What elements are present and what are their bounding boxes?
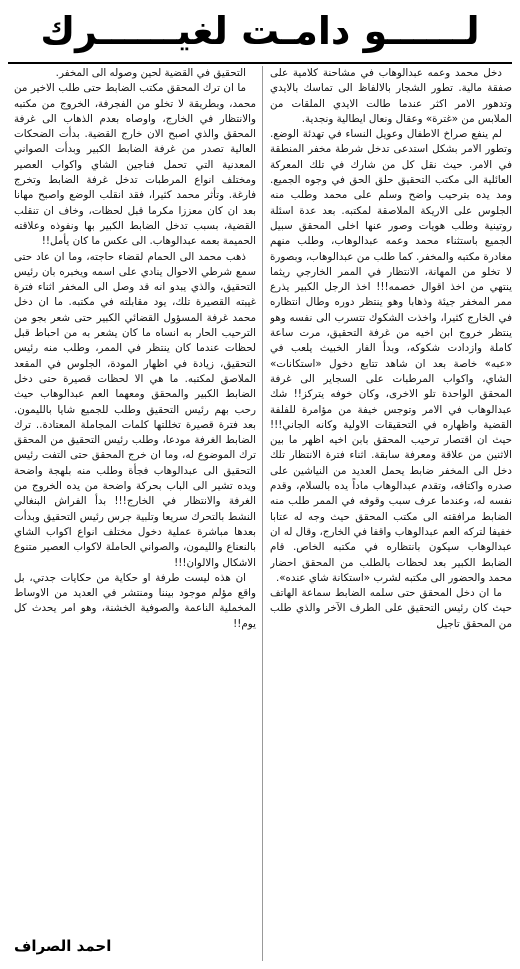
paragraph: دخل محمد وعمه عبدالوهاب في مشاحنة كلامية على صفقة مالية. تطور الشجار بالالفاظ الى تماسك بالايدي وتدهور الامر اكثر عندما طالت الايدي الملقات من الملابس من «غترة» وعقال ونعال ايطالية ونجدية. <box>270 67 512 125</box>
author-byline: احمد الصراف <box>14 937 112 955</box>
paragraph: لم ينفع صراخ الاطفال وعويل النساء في تهدئة الوضع. وتطور الامر بشكل استدعى تدخل شرطة مخفر المنطقة في الامر. حيث نقل كل من شارك في تلك المعركة العائلية الى مكتب التحقيق حلق الحق في وجوه الجميع. ومد يده بترحيب واضح وسلم على محمد وطلب منه الجلوس على الاريكة الملاصقة لمكتبه. بعد عدة اسئلة روتينية وطلب هويات وصور عنها اخلى المحقق سبيل الجميع باستثناء محمد وعمه عبدالوهاب، وطلب منهم مغادرة مكتبه والمخفر. كما طلب من عبدالوهاب، وبصورة لا تخلو من المهانة، الانتظار في الممر الخارجي ريثما ينتهي من اخذ اقوال خصمه!!! اخذ الرجل الكبير يذرع ممر المخفر جيئة وذهابا وهو ينتظر دوره وطال انتظاره في الخارج كثيرا، واخذت الشكوك تتسرب الى نفسه وهو ينتظر خروج ابن اخيه من غرفة التحقيق، مرت ساعة كاملة وازدادت شكوكه، وبدأ الفار الخبيث يلعب في «عبه» خاصة بعد ان شاهد تتابع دخول «استكانات» الشاي، واكواب المرطبات على السجاير الى غرفة المحقق الواحدة تلو الاخرى، وكان خوفه يتركز!! شك عبدالوهاب في الامر وتوجس خيفة من مؤامرة للفلفة القضية واظهاره في التحقيقات الاولية وكانه الجاني!!! حيث ان اقتصار ترحيب المحقق بابن اخيه اظهر ما بين الاثنين من علاقة ومعرفة سابقة. اثناء فترة الانتظار تلك دخل الى المخفر ضابط يحمل العديد من النياشين على صدره واكتافه، وتقدم عبدالوهاب ماداً يده بالسلام، وقدم نفسه له، وعندما عرف سبب وقوفه في الممر طلب منه الضابط مرافقته الى مكتب المحقق حيث وجه له عتابا خفيفا لتركه العم عبدالوهاب واقفا في الخارج، وقال له ان عبدالوهاب سيكون بانتظاره في مكتبه الخاص. قام الضابط الكبير بعد لحظات بالطلب من المحقق احضار محمد والحضور الى مكتبه لشرب «استكانة شاي عنده». <box>270 128 512 584</box>
column-divider <box>262 66 263 961</box>
paragraph: ما ان ترك المحقق مكتب الضابط حتى طلب الاخير من محمد، وبطريقة لا تخلو من الفجرفة، الخروج من مكتبه والانتظار في الخارج، واوصاه بعدم الذهاب الى غرفة المحقق والذي اصبح الان خارج القضية. بدأت الضحكات العالية تصدر من غرفة الضابط الكبير وبدأت الصواني المعدنية التي تحمل فناجين الشاي واكواب العصير ومختلف انواع المرطبات تدخل غرفة الضابط وتخرج فارغة. وتأثر محمد كثيرا، فقد انقلب الوضع واصبح مهانا بعد ان كان معززا مكرما قبل لحظات، وخاف ان تنقلب القضية، بسبب تدخل الضابط الكبير بها ونفوذه وعلاقته الحميمة بعمه عبدالوهاب. الى عكس ما كان يأمل!! <box>14 82 256 248</box>
right-column <box>270 66 512 961</box>
article-headline: لــــــو دامـت لغيــــــرك <box>40 9 480 53</box>
left-column <box>14 66 256 961</box>
paragraph: ما ان دخل المحقق حتى سلمه الضابط سماعة الهاتف حيث كان رئيس التحقيق على الطرف الآخر والذي طلب من المحقق تاجيل <box>270 587 512 630</box>
paragraph: ذهب محمد الى الحمام لقضاء حاجته، وما ان عاد حتى سمع شرطي الاحوال ينادي على اسمه ويخبره بان رئيس التحقيق، والذي يبدو انه قد وصل الى المخفر اثناء فترة غيبته القصيرة تلك، يود مقابلته في مكتبه. ما ان دخل محمد غرفة المسؤول القضائي الكبير حتى شعر بجو من الترحيب الحار به انساه ما كان يشعر به من احباط قبل لحظات عندما كان ينتظر في الممر، وطلب منه رئيس التحقيق، زيادة في اظهار المودة، الجلوس في المقعد الملاصق لمكتبه. ما هي الا لحظات قصيرة حتى دخل الضابط الكبير والمحقق ومعهما العم عبدالوهاب حيث رحب بهم رئيس التحقيق وطلب للجميع شايا بالليمون. بعد فترة قصيرة تخللتها كلمات المجاملة المعتادة.. ترك الضابط الغرفة مودعا، وطلب رئيس التحقيق من المحقق ترك الموضوع له، وما ان خرج المحقق حتى التفت رئيس التحقيق الى عبدالوهاب فجأة وطلب منه بلهجة واضحة ويده تشير الى الباب بحركة واضحة من يده الخروج من الغرفة والانتظار في الخارج!!! بدأ الفراش البنغالي النشط بالتحرك سريعا وتلبية جرس رئيس التحقيق وبدأت بعدها مباشرة عملية دخول مختلف انواع اكواب الشاي بالنعناع والليمون، والصواني الحاملة لاكواب العصير متنوع الاشكال والالوان!!! <box>14 250 256 569</box>
paragraph: التحقيق في القضية لحين وصوله الى المخفر. <box>55 67 246 79</box>
headline-rule <box>8 62 512 64</box>
paragraph: ان هذه ليست طرفة او حكاية من حكايات جدتي، بل واقع مؤلم موجود بيننا ومنتشر في العديد من الاوساط المخملية الناعمة والصوفية الخشنة، وهو امر يحدث كل يوم!! <box>14 571 256 630</box>
